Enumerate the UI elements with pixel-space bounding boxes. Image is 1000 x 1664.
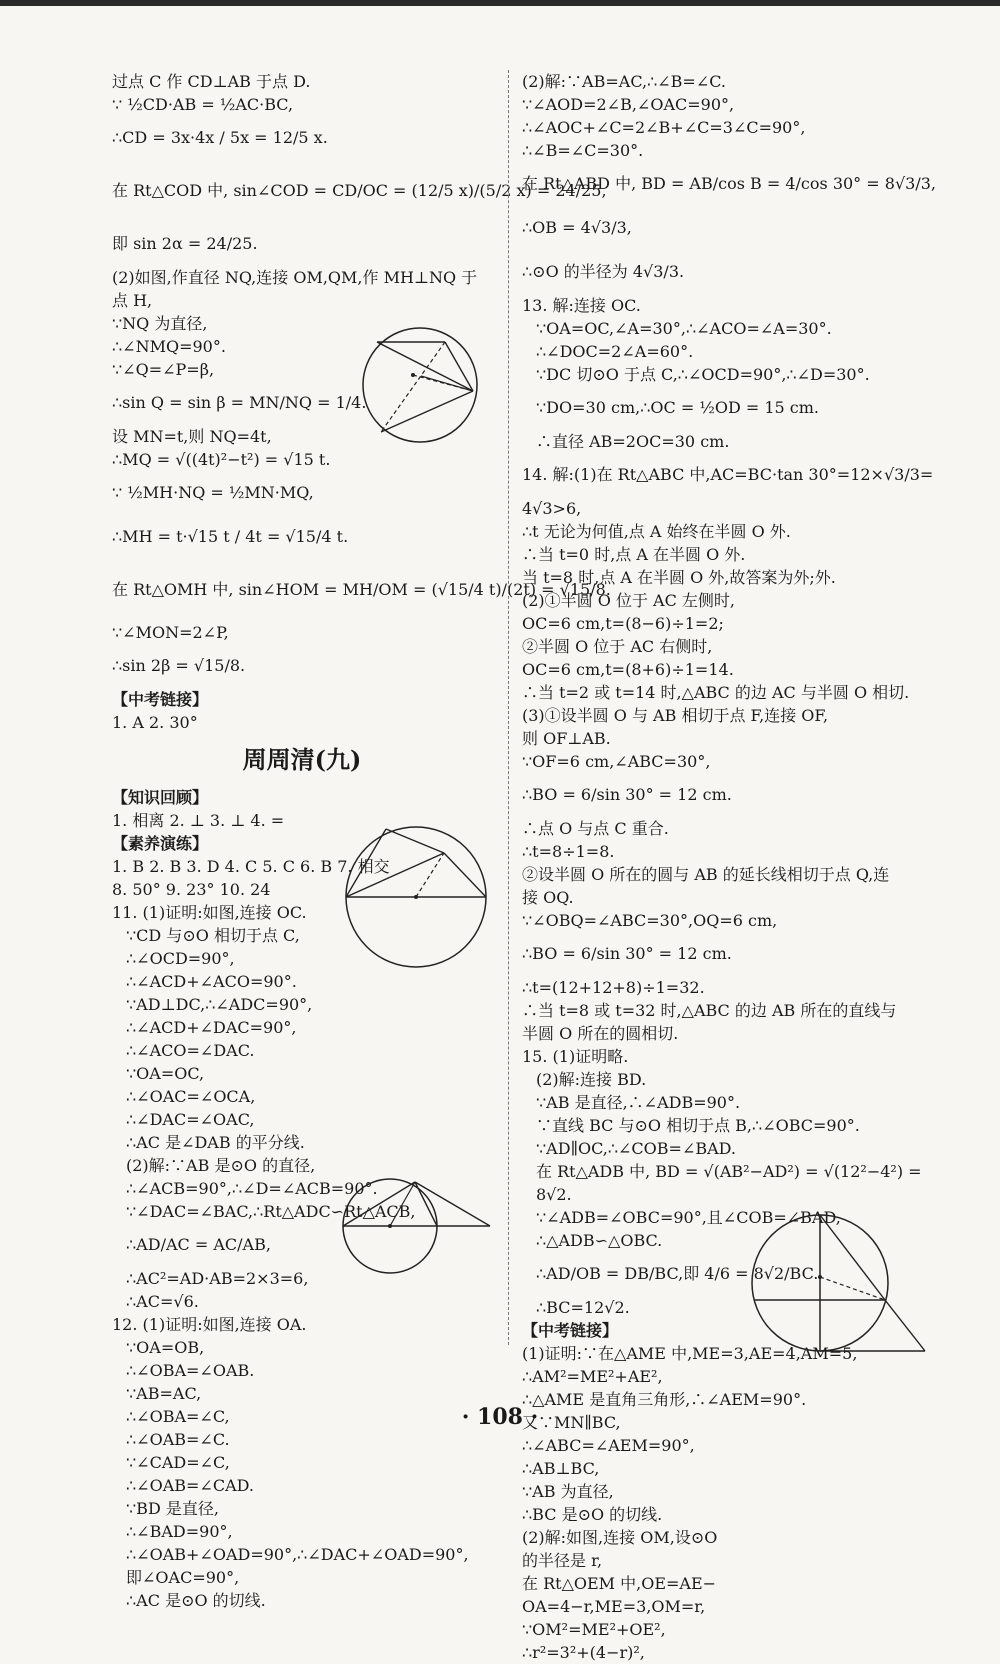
text-line: ∴∠OAB=∠CAD. xyxy=(126,1476,254,1495)
text-line: ∴∠OAB+∠OAD=90°,∴∠DAC+∠OAD=90°, xyxy=(126,1545,469,1564)
text-line: 14. 解:(1)在 Rt△ABC 中,AC=BC·tan 30°=12×√3/3= xyxy=(522,465,934,484)
text-line: ∵CD 与⊙O 相切于点 C, xyxy=(126,926,300,945)
text-line: ∵AB 是直径,∴∠ADB=90°. xyxy=(536,1093,741,1112)
semicircle-figure-dcab xyxy=(340,815,490,930)
section-label: 【素养演练】 xyxy=(112,834,209,853)
text-line: 即 sin 2α = 24/25. xyxy=(112,234,258,253)
text-line: ∵OF=6 cm,∠ABC=30°, xyxy=(522,752,711,771)
text-line: (1)证明:∵在△AME 中,ME=3,AE=4,AM=5, xyxy=(522,1344,858,1363)
text-line: (2)解:如图,连接 OM,设⊙O xyxy=(522,1528,718,1547)
text-line: ∴∠NMQ=90°. xyxy=(112,337,226,356)
section-label: 【中考链接】 xyxy=(522,1321,619,1340)
text-line: ∴∠ABC=∠AEM=90°, xyxy=(522,1436,695,1455)
text-line: ∵AB 为直径, xyxy=(522,1482,614,1501)
text-line: ∴t=(12+12+8)÷1=32. xyxy=(522,978,705,997)
text-line: ∵NQ 为直径, xyxy=(112,314,208,333)
text-line: 设 MN=t,则 NQ=4t, xyxy=(112,427,272,446)
text-line: ∴AB⊥BC, xyxy=(522,1459,600,1478)
text-line: ∴AC 是⊙O 的切线. xyxy=(126,1591,266,1610)
text-line: ∵BD 是直径, xyxy=(126,1499,219,1518)
text-line: ∴sin Q = sin β = MN/NQ = 1/4. xyxy=(112,393,367,412)
text-line: ∴BC=12√2. xyxy=(536,1298,630,1317)
text-line: ∴∠OCD=90°, xyxy=(126,949,235,968)
text-line: OC=6 cm,t=(8−6)÷1=2; xyxy=(522,614,724,633)
text-line: ∴当 t=0 时,点 A 在半圆 O 外. xyxy=(522,545,746,564)
text-line: ∵OA=OC,∠A=30°,∴∠ACO=∠A=30°. xyxy=(536,319,832,338)
text-line: 在 Rt△ADB 中, BD = √(AB²−AD²) = √(12²−4²) = xyxy=(536,1162,922,1181)
text-line: 在 Rt△COD 中, sin∠COD = CD/OC = (12/5 x)/(5/2 x) = 24/25, xyxy=(112,181,607,200)
text-line: 点 H, xyxy=(112,291,153,310)
text-line: 在 Rt△ABD 中, BD = AB/cos B = 4/cos 30° = 8√3/3, xyxy=(522,174,936,193)
text-line: ∵直线 BC 与⊙O 相切于点 B,∴∠OBC=90°. xyxy=(536,1116,860,1135)
text-line: ∴sin 2β = √15/8. xyxy=(112,656,246,675)
text-line: 又∵MN∥BC, xyxy=(522,1413,621,1432)
text-line: ∴AC²=AD·AB=2×3=6, xyxy=(126,1269,309,1288)
text-line: ∵OA=OC, xyxy=(126,1064,205,1083)
text-line: 11. (1)证明:如图,连接 OC. xyxy=(112,903,307,922)
text-line: ∴∠ACO=∠DAC. xyxy=(126,1041,255,1060)
text-line: ∵ ½MH·NQ = ½MN·MQ, xyxy=(112,483,314,502)
text-line: ∵AD⊥DC,∴∠ADC=90°, xyxy=(126,995,313,1014)
circle-figure-abodc xyxy=(330,1168,495,1278)
text-line: ∴⊙O 的半径为 4√3/3. xyxy=(522,262,685,281)
text-line: ∴∠OBA=∠OAB. xyxy=(126,1361,255,1380)
text-line: ∵OA=OB, xyxy=(126,1338,205,1357)
text-line: ∵DC 切⊙O 于点 C,∴∠OCD=90°,∴∠D=30°. xyxy=(536,365,870,384)
circle-figure-pnqm xyxy=(355,320,485,450)
text-line: ∵AB=AC, xyxy=(126,1384,202,1403)
text-line: 13. 解:连接 OC. xyxy=(522,296,641,315)
text-line: 4√3>6, xyxy=(522,499,582,518)
text-line: (2)解:∵AB=AC,∴∠B=∠C. xyxy=(522,72,727,91)
text-line: ∴t 无论为何值,点 A 始终在半圆 O 外. xyxy=(522,522,791,541)
text-line: ∴∠BAD=90°, xyxy=(126,1522,233,1541)
text-line: ∴r²=3²+(4−r)², xyxy=(522,1643,645,1662)
text-line: ∴当 t=2 或 t=14 时,△ABC 的边 AC 与半圆 O 相切. xyxy=(522,683,910,702)
text-line: 当 t=8 时,点 A 在半圆 O 外,故答案为外;外. xyxy=(522,568,836,587)
section-label: 【知识回顾】 xyxy=(112,788,209,807)
text-line: 半圆 O 所在的圆相切. xyxy=(522,1024,679,1043)
text-line: ∴CD = 3x·4x / 5x = 12/5 x. xyxy=(112,128,328,147)
text-line: ∴点 O 与点 C 重合. xyxy=(522,819,669,838)
text-line: ∴直径 AB=2OC=30 cm. xyxy=(536,432,730,451)
text-line: ②设半圆 O 所在的圆与 AB 的延长线相切于点 Q,连 xyxy=(522,865,890,884)
column-divider xyxy=(508,70,509,1345)
section-label: 【中考链接】 xyxy=(112,690,209,709)
text-line: (2)①半圆 O 位于 AC 左侧时, xyxy=(522,591,736,610)
text-line: 过点 C 作 CD⊥AB 于点 D. xyxy=(112,72,311,91)
text-line: (3)①设半圆 O 与 AB 相切于点 F,连接 OF, xyxy=(522,706,829,725)
text-line: 1. 相离 2. ⊥ 3. ⊥ 4. = xyxy=(112,811,285,830)
text-line: ∴AC=√6. xyxy=(126,1292,199,1311)
text-line: ∵∠AOD=2∠B,∠OAC=90°, xyxy=(522,95,735,114)
text-line: ∵∠OBQ=∠ABC=30°,OQ=6 cm, xyxy=(522,911,778,930)
text-line: ∵∠ADB=∠OBC=90°,且∠COB=∠BAD, xyxy=(536,1208,841,1227)
text-line: ∴∠AOC+∠C=2∠B+∠C=3∠C=90°, xyxy=(522,118,806,137)
text-line: ②半圆 O 位于 AC 右侧时, xyxy=(522,637,713,656)
text-line: ∵∠Q=∠P=β, xyxy=(112,360,215,379)
text-line: 在 Rt△OMH 中, sin∠HOM = MH/OM = (√15/4 t)/(2t) = √15/8. xyxy=(112,580,611,599)
text-line: ∴当 t=8 或 t=32 时,△ABC 的边 AB 所在的直线与 xyxy=(522,1001,897,1020)
text-line: ∴OB = 4√3/3, xyxy=(522,218,632,237)
text-line: ∴∠DAC=∠OAC, xyxy=(126,1110,255,1129)
text-line: 则 OF⊥AB. xyxy=(522,729,611,748)
text-line: 15. (1)证明略. xyxy=(522,1047,629,1066)
text-line: ∴AM²=ME²+AE², xyxy=(522,1367,663,1386)
circle-figure-aonembc xyxy=(740,1205,940,1365)
text-line: OA=4−r,ME=3,OM=r, xyxy=(522,1597,706,1616)
text-line: 即∠OAC=90°, xyxy=(126,1568,240,1587)
text-line: 12. (1)证明:如图,连接 OA. xyxy=(112,1315,307,1334)
text-line: ∴AC 是∠DAB 的平分线. xyxy=(126,1133,305,1152)
text-line: ∴∠ACB=90°,∴∠D=∠ACB=90°. xyxy=(126,1179,378,1198)
text-line: ∴∠DOC=2∠A=60°. xyxy=(536,342,694,361)
page-number: · 108 · xyxy=(461,1404,539,1430)
text-line: 8√2. xyxy=(536,1185,572,1204)
text-line: ∴∠ACD+∠DAC=90°, xyxy=(126,1018,297,1037)
text-line: ∴△ADB∽△OBC. xyxy=(536,1231,663,1250)
text-line: ∵∠DAC=∠BAC,∴Rt△ADC∽Rt△ACB, xyxy=(126,1202,416,1221)
text-line: ∵OM²=ME²+OE², xyxy=(522,1620,666,1639)
text-line: (2)解:连接 BD. xyxy=(536,1070,647,1089)
text-line: ∵∠CAD=∠C, xyxy=(126,1453,230,1472)
text-line: (2)如图,作直径 NQ,连接 OM,QM,作 MH⊥NQ 于 xyxy=(112,268,478,287)
text-line: ∴∠OAB=∠C. xyxy=(126,1430,230,1449)
text-line: 的半径是 r, xyxy=(522,1551,603,1570)
text-line: ∴AD/AC = AC/AB, xyxy=(126,1235,271,1254)
text-line: ∴∠B=∠C=30°. xyxy=(522,141,644,160)
text-line: ∴AD/OB = DB/BC,即 4/6 = 8√2/BC. xyxy=(536,1264,819,1283)
text-line: 1. A 2. 30° xyxy=(112,713,198,732)
text-line: ∴∠OBA=∠C, xyxy=(126,1407,230,1426)
text-line: ∴BO = 6/sin 30° = 12 cm. xyxy=(522,785,732,804)
top-border xyxy=(0,0,1000,6)
text-line: 8. 50° 9. 23° 10. 24 xyxy=(112,880,271,899)
text-line: 1. B 2. B 3. D 4. C 5. C 6. B 7. 相交 xyxy=(112,857,390,876)
text-line: ∵∠MON=2∠P, xyxy=(112,623,229,642)
section-title: 周周清(九) xyxy=(242,745,362,774)
text-line: (2)解:∵AB 是⊙O 的直径, xyxy=(126,1156,316,1175)
text-line: ∴t=8÷1=8. xyxy=(522,842,615,861)
text-line: OC=6 cm,t=(8+6)÷1=14. xyxy=(522,660,734,679)
text-line: ∴BO = 6/sin 30° = 12 cm. xyxy=(522,944,732,963)
text-line: 接 OQ. xyxy=(522,888,574,907)
text-line: ∴∠OAC=∠OCA, xyxy=(126,1087,256,1106)
text-line: ∴△AME 是直角三角形,∴∠AEM=90°. xyxy=(522,1390,807,1409)
text-line: ∵AD∥OC,∴∠COB=∠BAD. xyxy=(536,1139,736,1158)
text-line: ∵DO=30 cm,∴OC = ½OD = 15 cm. xyxy=(536,398,820,417)
text-line: 在 Rt△OEM 中,OE=AE− xyxy=(522,1574,717,1593)
text-line: ∴MH = t·√15 t / 4t = √15/4 t. xyxy=(112,527,349,546)
text-line: ∴BC 是⊙O 的切线. xyxy=(522,1505,663,1524)
text-line: ∴∠ACD+∠ACO=90°. xyxy=(126,972,297,991)
text-line: ∴MQ = √((4t)²−t²) = √15 t. xyxy=(112,450,331,469)
text-line: ∵ ½CD·AB = ½AC·BC, xyxy=(112,95,294,114)
